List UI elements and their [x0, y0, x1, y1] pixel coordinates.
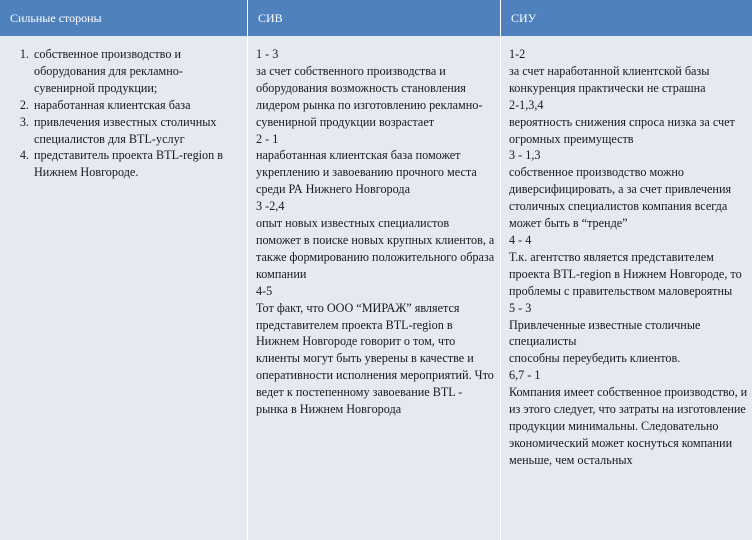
header-row [0, 0, 752, 36]
siv-text: Тот факт, что ООО “МИРАЖ” является представителем проекта BTL-region в Нижнем Новгороде говорит о том, что клиенты могут быть уверены в качестве и оперативности исполнения мероприятий. Что ведет к постепенному завоевание BTL - рынка в Нижнем Новгорода [256, 300, 494, 417]
siv-code: 3 -2,4 [256, 199, 285, 214]
siu-code: 5 - 3 [509, 300, 532, 315]
siv-code: 2 - 1 [256, 131, 279, 146]
list-item: 1. собственное производство и оборудования для рекламно-сувенирной продукции; [32, 46, 243, 97]
siu-text: Компания имеет собственное производство, и из этого следует, что затраты на изготовление продукции минимальны. Следовательно экономический может коснуться компании меньше, чем остальных [509, 385, 748, 467]
content-row [0, 36, 752, 540]
list-item: 4. представитель проекта BTL-region в Нижнем Новгороде. [32, 147, 243, 181]
siu-code: 1-2 [509, 47, 526, 61]
strengths-cell [0, 36, 248, 540]
siv-code: 1 - 3 [256, 47, 279, 61]
siv-cell [248, 36, 501, 540]
siv-text: наработанная клиентская база поможет укреплению и завоеванию прочного места среди РА Нижнего Новгорода [256, 148, 477, 197]
siu-code: 6,7 - 1 [509, 368, 541, 383]
siu-text: вероятность снижения спроса низка за счет огромных преимуществ [509, 114, 735, 146]
header-siv: СИВ [248, 0, 501, 36]
siu-text: за счет наработанной клиентской базы конкуренция практически не страшна [509, 63, 710, 95]
siu-text: собственное производство можно диверсифицировать, а за счет привлечения столичных специалистов компания всегда может быть в “тренде” [509, 165, 732, 231]
siu-text: Привлеченные известные столичные специалисты [509, 317, 701, 349]
siv-text: опыт новых известных специалистов поможет в поиске новых крупных клиентов, а также формированию положительного образа компании [256, 216, 495, 281]
siu-cell [501, 36, 752, 540]
siu-text: Т.к. агентство является представителем проекта BTL-region в Нижнем Новгороде, то проблемы с правительством маловероятны [509, 249, 742, 298]
siu-code: 3 - 1,3 [509, 148, 541, 163]
siu-code: 4 - 4 [509, 232, 532, 247]
list-item: 2. наработанная клиентская база [32, 97, 243, 114]
header-strengths: Сильные стороны [0, 0, 248, 36]
list-item: 3. привлечения известных столичных специалистов для BTL-услуг [32, 114, 243, 148]
siu-code: 2-1,3,4 [509, 97, 544, 112]
siv-code: 4-5 [256, 283, 273, 298]
strengths-list [8, 46, 243, 181]
siv-text: за счет собственного производства и оборудования возможность становления лидером рынка по изготовлению рекламно-сувенирной продукции возрастает [256, 63, 483, 129]
header-siu: СИУ [501, 0, 752, 36]
siu-text: способны переубедить клиентов. [509, 351, 681, 366]
